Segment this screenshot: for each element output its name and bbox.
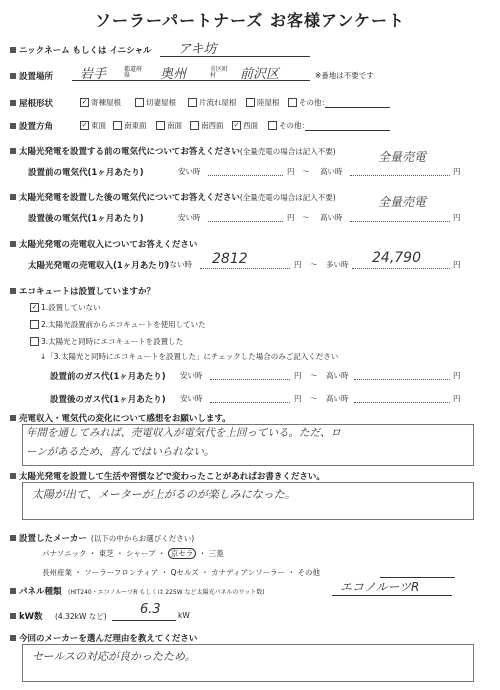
- before-row-label: 設置前の電気代(1ヶ月あたり): [28, 168, 144, 178]
- after-heading-text: 太陽光発電を設置した後の電気代についてお答えください: [19, 193, 240, 203]
- direction-option-label: 東面: [91, 121, 106, 130]
- ecocute-option-0[interactable]: [30, 302, 101, 313]
- roof-option-0[interactable]: [80, 97, 121, 108]
- location-label-text: 設置場所: [19, 72, 54, 82]
- maker-heading: [10, 532, 194, 544]
- checkbox-icon[interactable]: ✓: [81, 120, 88, 129]
- income-high-value[interactable]: 24,790: [372, 250, 421, 266]
- maker-row-1: [42, 548, 224, 559]
- roof-option-label: 寄棟屋根: [91, 98, 121, 107]
- direction-option-label: 西面: [243, 121, 258, 130]
- income-high-label: 多い時: [326, 260, 349, 269]
- nickname-value[interactable]: アキ坊: [178, 42, 217, 57]
- maker-toshiba[interactable]: 東芝: [98, 549, 114, 558]
- bullet-icon: [10, 47, 16, 53]
- before-tilde: ～: [302, 167, 310, 176]
- direction-option-label: 南東面: [124, 121, 147, 130]
- maker-row-2: [42, 567, 320, 578]
- panel-value[interactable]: エコノルーツR: [340, 580, 420, 594]
- before-low-field[interactable]: [208, 175, 283, 176]
- income-low-field: [200, 268, 290, 269]
- bullet-icon: [10, 415, 16, 421]
- direction-option-label: その他：: [279, 121, 309, 130]
- maker-separator: ・: [160, 568, 169, 577]
- after-low-field[interactable]: [208, 221, 283, 222]
- direction-option-3[interactable]: [190, 120, 224, 131]
- bullet-icon: [10, 194, 16, 200]
- maker-separator: ・: [74, 568, 82, 577]
- kw-label-text: kW数: [19, 612, 43, 622]
- nickname-label-text: ニックネーム もしくは イニシャル: [19, 46, 152, 56]
- habit-heading: [10, 470, 325, 482]
- direction-option-2[interactable]: [156, 120, 182, 131]
- gas-after-low-label: 安い時: [180, 394, 203, 403]
- gas-after-label: 設置後のガス代(1ヶ月あたり): [50, 395, 166, 405]
- bullet-icon: [10, 613, 16, 619]
- checkbox-icon[interactable]: ✓: [31, 302, 38, 311]
- roof-option-label: 切妻屋根: [146, 98, 176, 107]
- kw-underline: [112, 620, 176, 621]
- roof-option-label: その他：: [299, 98, 329, 107]
- impression-heading: [10, 412, 231, 424]
- checkbox-icon[interactable]: [30, 320, 39, 329]
- roof-shape-label-text: 屋根形状: [19, 99, 54, 109]
- impression-heading-text: 売電収入・電気代の変化について感想をお願いします。: [19, 414, 231, 424]
- maker-separator: ・: [201, 568, 209, 577]
- after-yen-2: 円: [453, 213, 461, 222]
- checkbox-icon[interactable]: [113, 121, 122, 130]
- bullet-icon: [10, 73, 16, 79]
- ecocute-option-label: 1.設置していない: [41, 303, 101, 312]
- after-heading-note: (全量売電の場合は記入不要): [239, 193, 336, 202]
- direction-other-underline: [305, 130, 390, 131]
- before-high-label: 高い時: [320, 167, 343, 176]
- before-yen-2: 円: [453, 167, 461, 176]
- gas-before-tilde: ～: [310, 371, 318, 380]
- nickname-underline: [160, 56, 310, 57]
- location-label: [10, 70, 53, 82]
- reason-heading-text: 今回のメーカーを選んだ理由を教えてください: [19, 634, 198, 644]
- before-heading-note: (全量売電の場合は記入不要): [239, 147, 336, 156]
- bullet-icon: [10, 288, 16, 294]
- gas-before-label: 設置前のガス代(1ヶ月あたり): [50, 372, 166, 382]
- gas-before-yen-1: 円: [294, 371, 302, 380]
- checkbox-icon[interactable]: [30, 337, 39, 346]
- reason-line-1: セールスの対応が良かったため。: [32, 650, 196, 663]
- before-heading: [10, 145, 336, 157]
- kw-label: [10, 610, 43, 622]
- gas-after-low-field[interactable]: [210, 402, 290, 403]
- maker-kyocera[interactable]: 京セラ: [168, 548, 197, 559]
- roof-option-3[interactable]: [246, 97, 280, 108]
- maker-other[interactable]: その他: [297, 568, 320, 577]
- nickname-label: [10, 44, 152, 56]
- gas-before-high-label: 高い時: [326, 371, 349, 380]
- income-low-label: 少ない時: [162, 260, 192, 269]
- income-tilde: ～: [310, 260, 318, 269]
- checkbox-icon[interactable]: [156, 121, 165, 130]
- panel-note: (HIT240・エコノルーツR もしくは 225W など太陽光パネルのワット数): [68, 589, 265, 596]
- impression-line-1: 年間を通してみれば、売電収入が電気代を上回っている。ただ、ロ: [26, 427, 341, 439]
- maker-separator: ・: [157, 549, 166, 558]
- after-yen-1: 円: [287, 213, 295, 222]
- direction-option-4[interactable]: [232, 120, 258, 131]
- page-title: ソーラーパートナーズ お客様アンケート: [94, 11, 405, 30]
- ecocute-note: ↓「3.太陽光と同時にエコキュートを設置した」にチェックした場合のみご記入ください: [40, 352, 339, 361]
- bullet-icon: [10, 535, 16, 541]
- maker-choshu[interactable]: 長州産業: [42, 568, 72, 577]
- maker-separator: ・: [287, 568, 296, 577]
- after-high-label: 高い時: [320, 213, 343, 222]
- panel-label: [10, 585, 62, 597]
- kw-note: (4.32kW など): [55, 612, 107, 621]
- direction-option-label: 南面: [167, 121, 182, 130]
- income-row-label: 太陽光発電の売電収入(1ヶ月あたり): [28, 261, 170, 271]
- after-tilde: ～: [302, 213, 310, 222]
- panel-label-text: パネル種類: [19, 587, 62, 597]
- after-row-label: 設置後の電気代(1ヶ月あたり): [28, 214, 144, 224]
- direction-option-5[interactable]: [268, 120, 309, 131]
- after-high-field[interactable]: [350, 221, 450, 222]
- checkbox-icon[interactable]: ✓: [233, 120, 240, 129]
- location-underline: [72, 80, 310, 81]
- gas-after-yen-2: 円: [453, 394, 461, 403]
- before-handwritten[interactable]: 全量売電: [378, 150, 427, 164]
- maker-q-cells[interactable]: Qセルズ: [170, 568, 199, 577]
- panel-underline: [332, 595, 452, 596]
- reason-heading: [10, 632, 197, 644]
- income-yen-2: 円: [453, 260, 461, 269]
- income-heading-text: 太陽光発電の売電収入についてお答えください: [19, 240, 198, 250]
- income-heading: [10, 238, 197, 250]
- maker-heading-note: (以下の中からお選びください): [90, 534, 195, 543]
- roof-option-2[interactable]: [188, 97, 237, 108]
- kw-unit: kW: [178, 611, 190, 620]
- location-town-value[interactable]: 前沢区: [240, 67, 280, 82]
- gas-after-high-field[interactable]: [354, 402, 450, 403]
- before-low-label: 安い時: [178, 167, 201, 176]
- gas-before-low-label: 安い時: [180, 371, 203, 380]
- income-low-value[interactable]: 2812: [212, 251, 248, 267]
- habit-heading-text: 太陽光発電を設置して生活や習慣などで変わったことがあればお書きください。: [19, 472, 325, 482]
- bullet-icon: [10, 588, 16, 594]
- location-pref-unit: 都道府県: [124, 66, 143, 79]
- roof-option-label: 片流れ屋根: [199, 98, 237, 107]
- maker-separator: ・: [88, 549, 97, 558]
- maker-mitsubishi[interactable]: 三菱: [208, 549, 224, 558]
- direction-option-label: 南西面: [201, 121, 224, 130]
- roof-other-underline: [325, 107, 390, 108]
- roof-shape-label: [10, 97, 53, 109]
- ecocute-heading: [10, 285, 155, 297]
- roof-option-1[interactable]: [135, 97, 176, 108]
- checkbox-icon[interactable]: [190, 121, 199, 130]
- gas-after-tilde: ～: [310, 394, 318, 403]
- habit-line-1: 太陽が出て、メーターが上がるのが楽しみになった。: [32, 488, 296, 501]
- checkbox-icon[interactable]: [246, 98, 255, 107]
- before-heading-text: 太陽光発電を設置する前の電気代についてお答えください: [19, 147, 240, 157]
- direction-option-1[interactable]: [113, 120, 147, 131]
- direction-label-text: 設置方角: [19, 122, 54, 132]
- maker-panasonic[interactable]: パナソニック: [42, 549, 87, 558]
- maker-heading-text: 設置したメーカー: [19, 534, 87, 544]
- after-handwritten[interactable]: 全量売電: [378, 195, 427, 209]
- ecocute-option-1[interactable]: [30, 319, 206, 330]
- before-high-field[interactable]: [350, 175, 450, 176]
- income-yen-1: 円: [294, 260, 302, 269]
- bullet-icon: [10, 148, 16, 154]
- location-note: ※番地は不要です: [315, 71, 374, 80]
- gas-before-high-field[interactable]: [354, 379, 450, 380]
- gas-before-yen-2: 円: [453, 371, 461, 380]
- location-city-unit: 市区町村: [210, 66, 229, 79]
- maker-sharp[interactable]: シャープ: [126, 549, 156, 558]
- maker-separator: ・: [116, 549, 124, 558]
- ecocute-option-2[interactable]: [30, 336, 183, 347]
- after-low-label: 安い時: [178, 213, 201, 222]
- location-city-value[interactable]: 奥州: [160, 67, 187, 82]
- bullet-icon: [10, 635, 16, 641]
- bullet-icon: [10, 241, 16, 247]
- after-heading: [10, 191, 336, 203]
- impression-line-2: ーンがあるため、喜んではいられない。: [26, 446, 215, 458]
- checkbox-icon[interactable]: ✓: [81, 97, 88, 106]
- gas-after-high-label: 高い時: [326, 394, 349, 403]
- bullet-icon: [10, 123, 16, 129]
- gas-before-low-field[interactable]: [210, 379, 290, 380]
- roof-option-4[interactable]: [288, 97, 329, 108]
- checkbox-icon[interactable]: [188, 98, 197, 107]
- checkbox-icon[interactable]: [288, 98, 297, 107]
- gas-after-yen-1: 円: [294, 394, 302, 403]
- maker-solar-frontier[interactable]: ソーラーフロンティア: [84, 568, 159, 577]
- checkbox-icon[interactable]: [268, 121, 277, 130]
- direction-option-0[interactable]: [80, 120, 106, 131]
- roof-option-label: 陸屋根: [257, 98, 280, 107]
- bullet-icon: [10, 473, 16, 479]
- checkbox-icon[interactable]: [135, 98, 144, 107]
- kw-value[interactable]: 6.3: [140, 602, 161, 617]
- ecocute-option-label: 2.太陽光設置前からエコキュートを使用していた: [41, 320, 206, 329]
- location-pref-value[interactable]: 岩手: [80, 67, 107, 82]
- direction-label: [10, 120, 53, 132]
- ecocute-option-label: 3.太陽光と同時にエコキュートを設置した: [41, 337, 184, 346]
- bullet-icon: [10, 100, 16, 106]
- income-high-field: [352, 268, 450, 269]
- maker-canadian-solar[interactable]: カナディアンソーラー: [211, 568, 286, 577]
- maker-separator: ・: [198, 549, 207, 558]
- before-yen-1: 円: [287, 167, 295, 176]
- ecocute-heading-text: エコキュートは設置していますか？: [19, 287, 156, 297]
